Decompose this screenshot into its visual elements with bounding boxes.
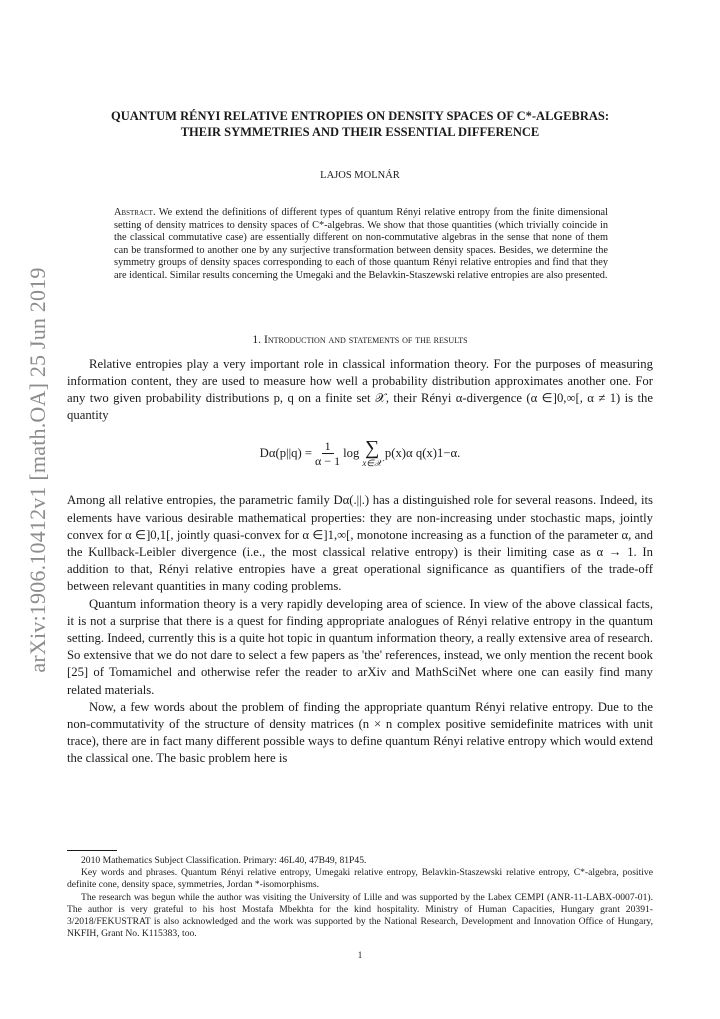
equation-log: log [343, 445, 360, 460]
footnote-acknowledgement: The research was begun while the author was visiting the University of Lille and was supported by the Labex CEMPI (ANR-11-LABX-0007-01). The author is very grateful to his host Mostafa Mbekhta for the kind hospitality. Ministry of Human Capacities, Hungary grant 20391-3/2018/FEKUSTRAT is also acknowledged and the work was supported by the National Research, Development and Innovation Office of Hungary, NKFIH, Grant No. K115383, too. [67, 891, 653, 940]
footnote-rule [67, 850, 117, 851]
arxiv-identifier: arXiv:1906.10412v1 [math.OA] 25 Jun 2019 [25, 267, 50, 673]
paper-title-line-2: THEIR SYMMETRIES AND THEIR ESSENTIAL DIFFERENCE [180, 125, 540, 139]
intro-paragraph-2: Among all relative entropies, the parametric family Dα(.||.) has a distinguished role for several reasons. Indeed, its elements have various desirable mathematical properties: they are non-increasing under stochastic maps, jointly convex for α ∈]0,1[, jointly quasi-convex for α ∈]1,∞[, monotone increasing as a function of the parameter α, and the Kullback-Leibler divergence (i.e., the most classical relative entropy) is their limiting case as α → 1. In addition to that, Rényi relative entropies have a great operational significance as quantifiers of the trade-off between relevant quantities in many coding problems. [67, 493, 653, 594]
intro-paragraph-4: Now, a few words about the problem of finding the appropriate quantum Rényi relative entropy. Due to the non-commutativity of the structure of density matrices (n × n complex positive semidefinite matrices with unit trace), there are in fact many different possible ways to define quantum Rényi relative entropy which would extend the classical one. The basic problem here is [67, 699, 653, 766]
equation-fraction [315, 439, 340, 468]
footnotes [67, 855, 653, 940]
fraction-numerator: 1 [322, 439, 334, 454]
footnote-keywords: Key words and phrases. Quantum Rényi relative entropy, Umegaki relative entropy, Belavkin-Staszewski relative entropy, C*-algebra, positive definite cone, density space, symmetries, Jordan *-isomorphisms. [67, 867, 653, 891]
intro-paragraph-3: Quantum information theory is a very rapidly developing area of science. In view of the above classical facts, it is not a surprise that there is a quest for finding appropriate analogues of Rényi relative entropy in the quantum setting. Indeed, currently this is a quite hot topic in quantum information theory, a really extensive area of research. So extensive that we do not dare to select a few papers as 'the' references, instead, we only mention the recent book [25] of Tomamichel and otherwise refer the reader to arXiv and MathSciNet where one can easily find many related materials. [67, 596, 653, 697]
summation [362, 438, 382, 468]
footnote-msc: 2010 Mathematics Subject Classification. Primary: 46L40, 47B49, 81P45. [81, 855, 367, 866]
equation-lhs: Dα(p||q) = [259, 445, 313, 460]
equation-rhs: p(x)α q(x)1−α. [384, 445, 461, 460]
fraction-denominator: α − 1 [315, 453, 341, 468]
summation-subscript: x∈𝒳 [362, 458, 382, 469]
paper-title-line-1: QUANTUM RÉNYI RELATIVE ENTROPIES ON DENSITY SPACES OF C*-ALGEBRAS: [111, 109, 609, 123]
abstract-text: We extend the definitions of different types of quantum Rényi relative entropy from the finite dimensional setting of density matrices to density spaces of C*-algebras. We show that those quantities (which trivially coincide in the classical commutative case) are essentially different on non-commutative algebras in the sense that none of them can be transformed to another one by any surjective transformation between density spaces. Besides, we determine the symmetry groups of density spaces corresponding to each of those quantum Rényi relative entropies and find that they are identical. Similar results concerning the Umegaki and the Belavkin-Staszewski relative entropies are also presented. [114, 207, 608, 281]
author-name: LAJOS MOLNÁR [320, 170, 400, 181]
main-content [67, 108, 653, 768]
page-number: 1 [357, 950, 363, 960]
abstract [114, 207, 608, 283]
abstract-label: Abstract. [114, 207, 156, 218]
intro-paragraph-1: Relative entropies play a very important role in classical information theory. For the purposes of measuring information content, they are used to measure how well a probability distribution approximates another one. For any two given probability distributions p, q on a finite set 𝒳, their Rényi α-divergence (α ∈]0,∞[, α ≠ 1) is the quantity [67, 356, 653, 423]
section-heading: 1. Introduction and statements of the results [252, 332, 468, 346]
renyi-divergence-equation [67, 438, 653, 482]
summation-symbol: ∑ [364, 437, 380, 460]
